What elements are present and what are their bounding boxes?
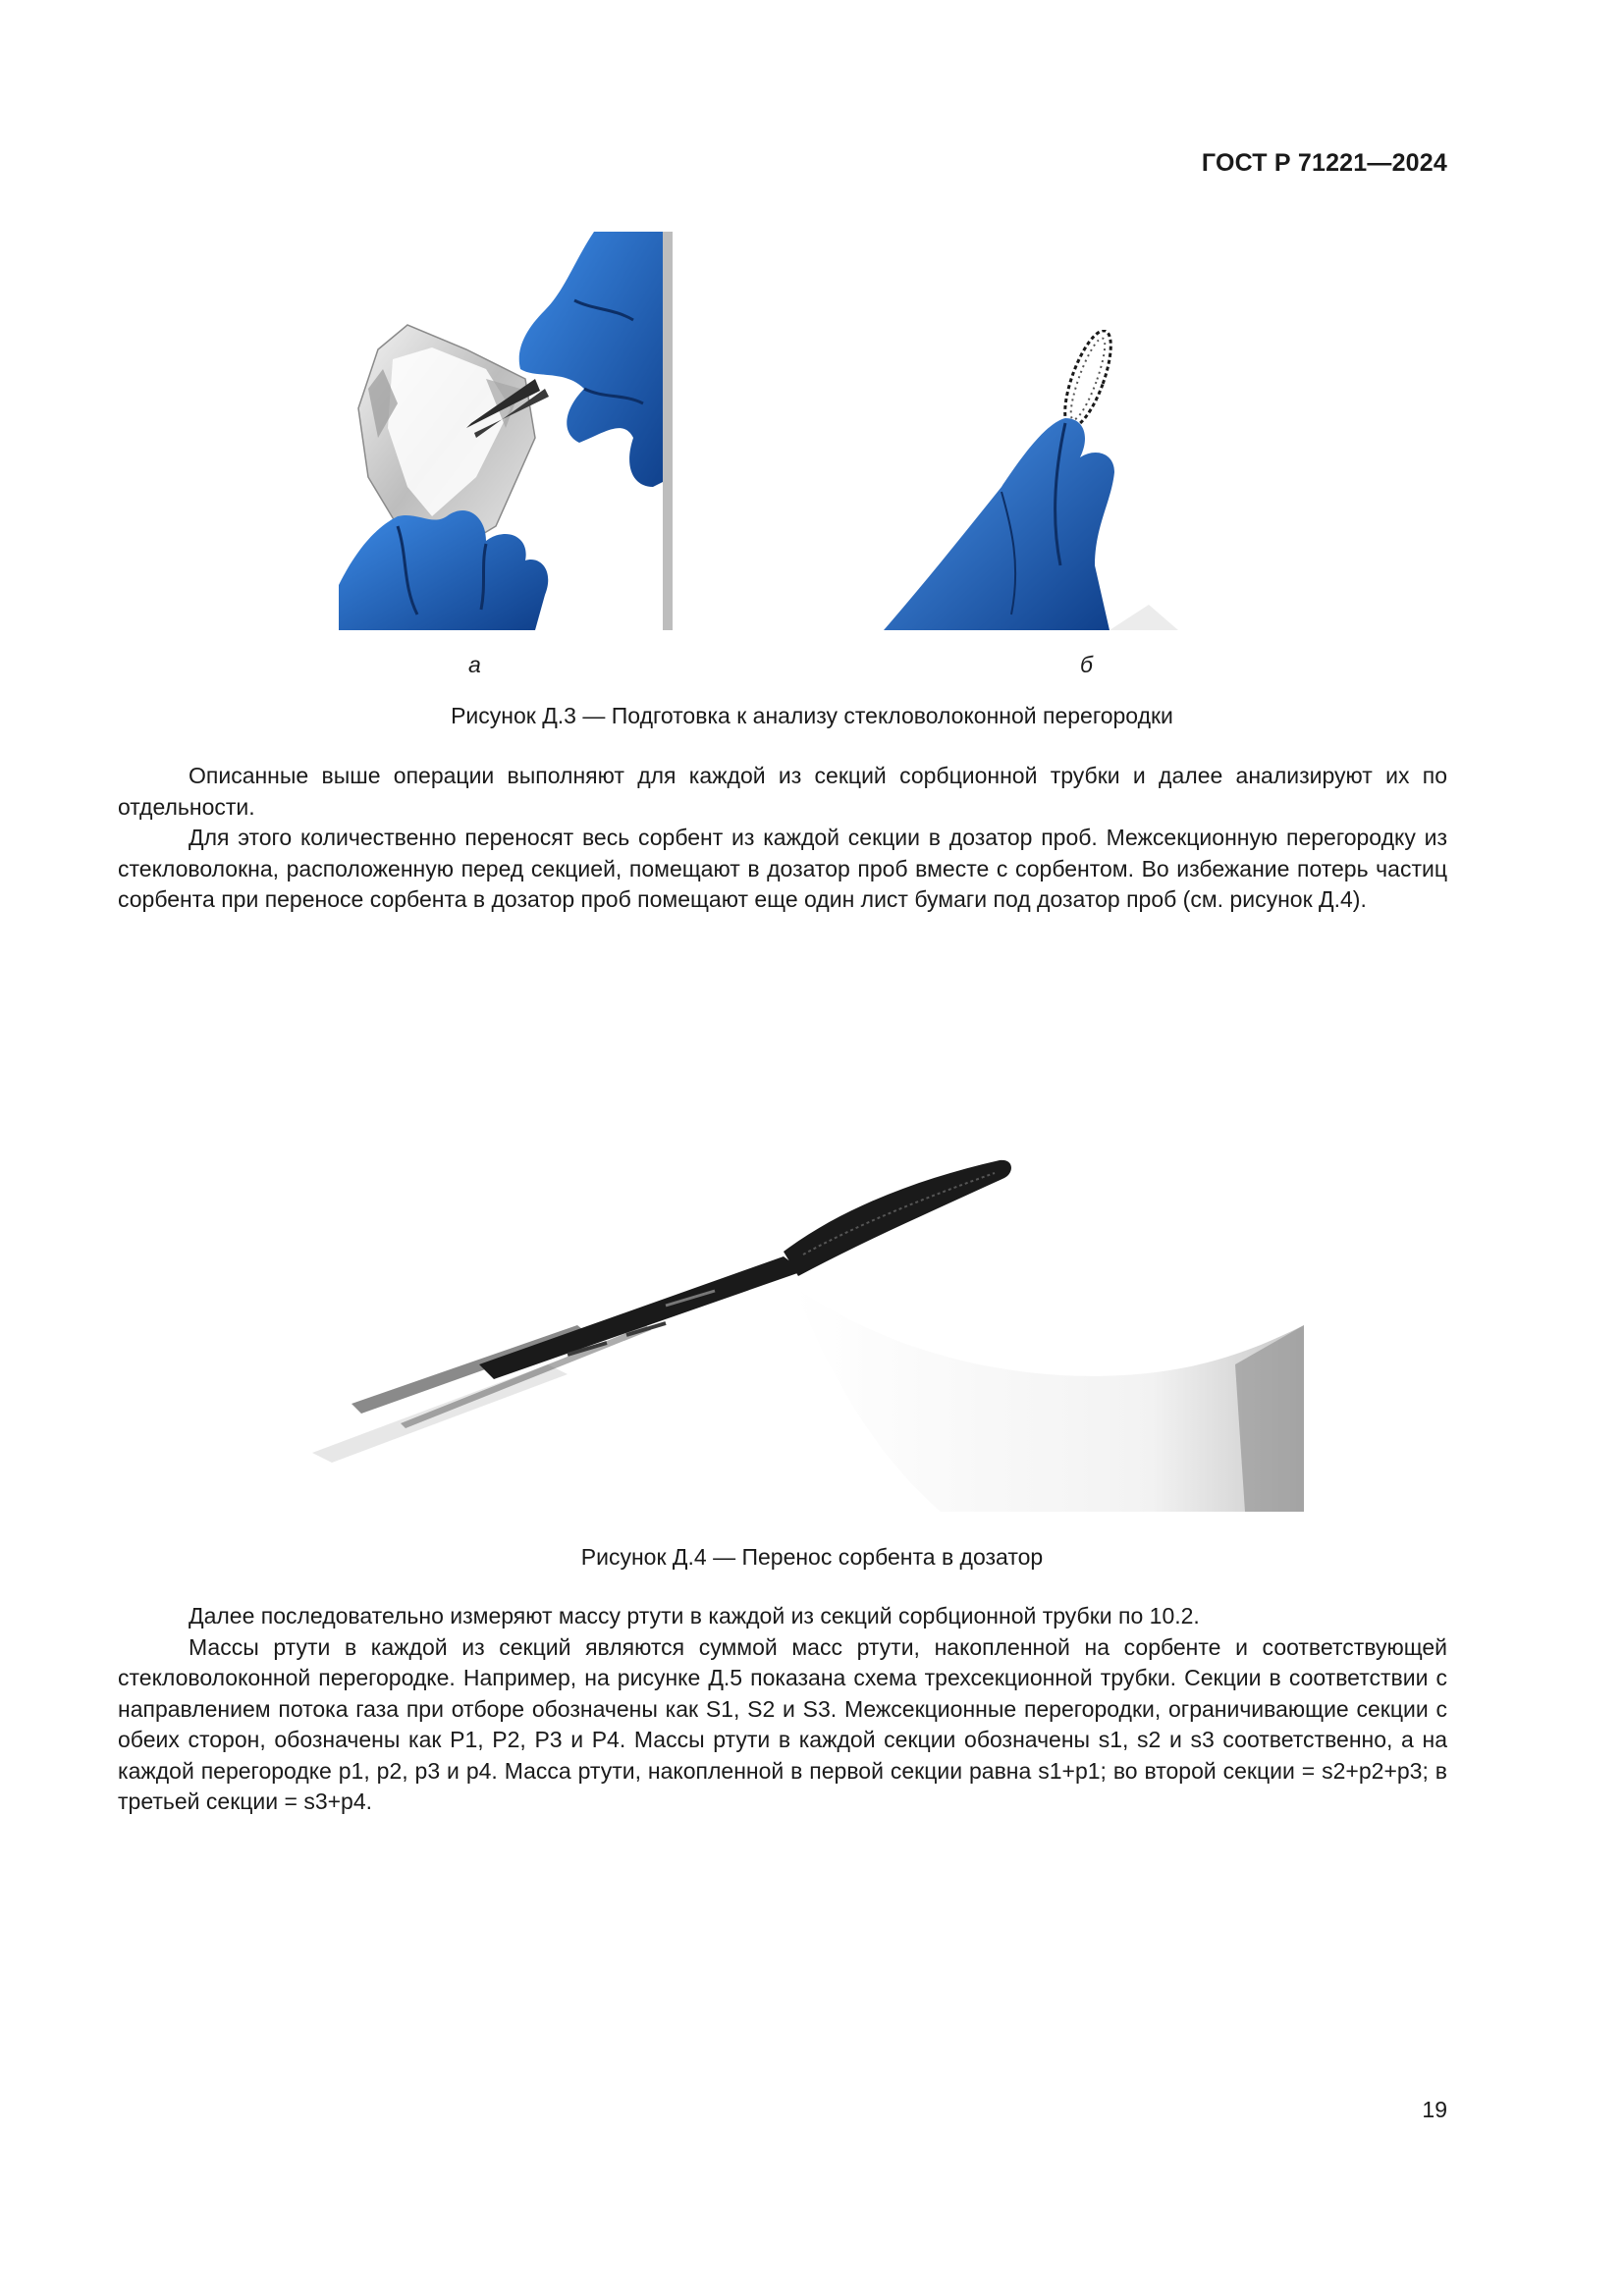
figure-d3-caption: Рисунок Д.3 — Подготовка к анализу стекловолоконной перегородки (451, 703, 1173, 728)
photo-gloved-fingers-glassfiber-plug (884, 330, 1267, 630)
body-text-2 (118, 1601, 1447, 1818)
photo-sorbent-transfer-to-dispenser (253, 1031, 1314, 1522)
photo-gloved-hands-foil-tweezers (339, 232, 673, 630)
paragraph: Массы ртути в каждой из секций являются суммой масс ртути, накопленной на сорбенте и соответствующей стекловолоконной перегородке. Например, на рисунке Д.5 показана схема трехсекционной трубки. Секции в соответствии с направлением потока газа при отборе обозначены как S1, S2 и S3. Межсекционные перегородки, ограничивающие секции с обеих сторон, обозначены как P1, P2, P3 и P4. Массы ртути в каждой секции обозначены s1, s2 и s3 соответственно, а на каждой перегородке p1, p2, p3 и p4. Масса ртути, накопленной в первой секции равна s1+p1; во второй секции = s2+p2+p3; в третьей секции = s3+p4. (118, 1633, 1447, 1814)
paragraph: Далее последовательно измеряют массу ртути в каждой из секций сорбционной трубки по 10.2. (189, 1603, 1200, 1629)
document-id: ГОСТ Р 71221—2024 (1201, 149, 1447, 177)
paragraph: Описанные выше операции выполняют для каждой из секций сорбционной трубки и далее анализируют их по отдельности. (118, 763, 1447, 820)
paragraph: Для этого количественно переносят весь сорбент из каждой секции в дозатор проб. Межсекционную перегородку из стекловолокна, расположенную перед секцией, помещают в дозатор проб вместе с сорбентом. Во избежание потерь частиц сорбента при переносе сорбента в дозатор проб помещают еще один лист бумаги под дозатор проб (см. рисунок Д.4). (118, 825, 1447, 912)
body-text-1 (118, 761, 1447, 916)
figure-d4-caption: Рисунок Д.4 — Перенос сорбента в дозатор (580, 1544, 1044, 1570)
figure-label-b: б (1080, 652, 1093, 677)
figure-d3 (0, 232, 1624, 677)
figure-label-a: а (468, 652, 481, 677)
page-number: 19 (1422, 2097, 1447, 2122)
